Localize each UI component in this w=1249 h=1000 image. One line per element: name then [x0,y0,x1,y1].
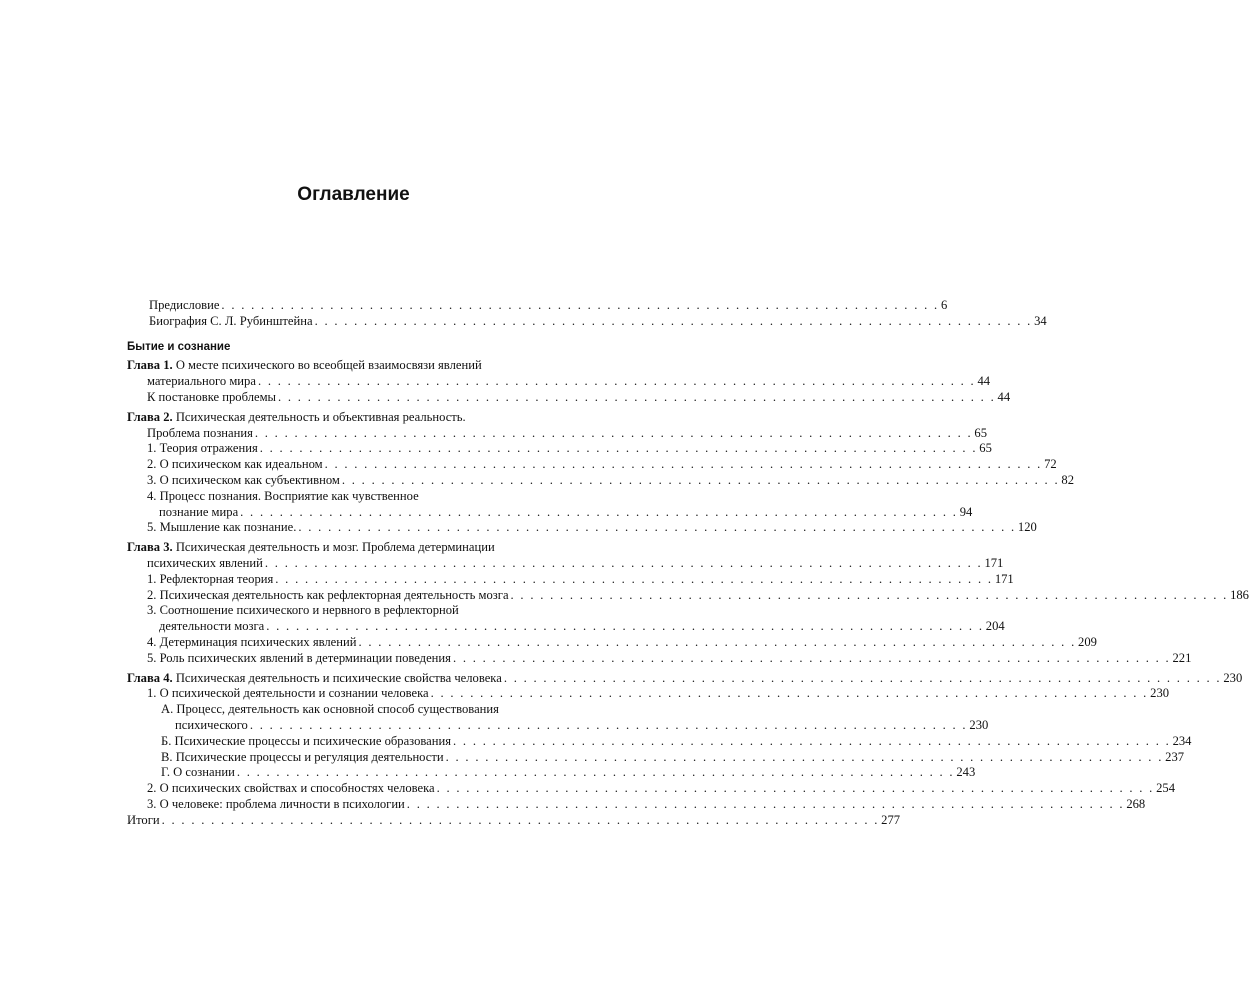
toc-entry: психического . . . . . . . . . . . . . . . . . . . . . . . . . . . . . . . . . . . . . . . . . . . . . . . . . . . . . . . . . . . . . . . . . . . . . . . . . 230 [175,717,989,732]
toc-entry-first-line: 4. Процесс познания. Восприятие как чувственное [147,488,419,503]
chapter-4-heading: Глава 4. Психическая деятельность и психические свойства человека . . . . . . . . . . . . . . . . . . . . . . . . . . . . . . . . . . . . . . . . . . . . . . . . . . . . . . . . . . . . . . . . . . . . . . . . . 230 [127,670,1243,685]
chapter-label: Глава 3. [127,540,173,555]
toc-entry: 3. О человеке: проблема личности в психологии . . . . . . . . . . . . . . . . . . . . . . . . . . . . . . . . . . . . . . . . . . . . . . . . . . . . . . . . . . . . . . . . . . . . . . . . . 268 [147,796,1146,811]
toc-page-number: 230 [1223,670,1243,685]
toc-entry-title: Биография С. Л. Рубинштейна [149,313,313,328]
toc-entry: 1. О психической деятельности и сознании человека . . . . . . . . . . . . . . . . . . . . . . . . . . . . . . . . . . . . . . . . . . . . . . . . . . . . . . . . . . . . . . . . . . . . . . . . . 230 [147,686,1170,701]
toc-entry: деятельности мозга . . . . . . . . . . . . . . . . . . . . . . . . . . . . . . . . . . . . . . . . . . . . . . . . . . . . . . . . . . . . . . . . . . . . . . . . . 204 [159,619,1005,634]
table-of-contents [127,298,1249,829]
toc-entry: Г. О сознании . . . . . . . . . . . . . . . . . . . . . . . . . . . . . . . . . . . . . . . . . . . . . . . . . . . . . . . . . . . . . . . . . . . . . . . . . 243 [161,765,976,780]
toc-entry-title: Предисловие [149,298,220,312]
chapter-2-heading: Глава 2. Психическая деятельность и объективная реальность. [127,409,466,424]
toc-entry: познание мира . . . . . . . . . . . . . . . . . . . . . . . . . . . . . . . . . . . . . . . . . . . . . . . . . . . . . . . . . . . . . . . . . . . . . . . . . 94 [159,504,973,519]
toc-page-number: 254 [1156,781,1176,796]
toc-entry-preface: Предисловие . . . . . . . . . . . . . . . . . . . . . . . . . . . . . . . . . . . . . . . . . . . . . . . . . . . . . . . . . . . . . . . . . . . . . . . . . 6 [149,298,948,312]
toc-page-number: 72 [1044,457,1057,472]
toc-entry: 3. О психическом как субъективном . . . . . . . . . . . . . . . . . . . . . . . . . . . . . . . . . . . . . . . . . . . . . . . . . . . . . . . . . . . . . . . . . . . . . . . . . 82 [147,472,1074,487]
toc-entry: 4. Детерминация психических явлений . . . . . . . . . . . . . . . . . . . . . . . . . . . . . . . . . . . . . . . . . . . . . . . . . . . . . . . . . . . . . . . . . . . . . . . . . 209 [147,634,1097,649]
toc-page-number: 237 [1165,749,1185,764]
toc-entry: 2. О психических свойствах и способностях человека . . . . . . . . . . . . . . . . . . . . . . . . . . . . . . . . . . . . . . . . . . . . . . . . . . . . . . . . . . . . . . . . . . . . . . . . . 254 [147,781,1176,796]
section-heading: Бытие и сознание [127,340,231,353]
toc-page-number: 120 [1017,520,1037,535]
toc-page-number: 277 [881,812,901,827]
toc-page-number: 171 [994,571,1014,586]
chapter-1-entry: материального мира . . . . . . . . . . . . . . . . . . . . . . . . . . . . . . . . . . . . . . . . . . . . . . . . . . . . . . . . . . . . . . . . . . . . . . . . . 44 [147,374,991,389]
chapter-label: Глава 1. [127,358,173,373]
toc-page-number: 34 [1034,313,1047,328]
toc-entry: Б. Психические процессы и психические образования . . . . . . . . . . . . . . . . . . . . . . . . . . . . . . . . . . . . . . . . . . . . . . . . . . . . . . . . . . . . . . . . . . . . . . . . . 234 [161,733,1192,748]
toc-page-number: 65 [979,441,992,456]
toc-page-number: 171 [984,555,1004,570]
toc-entry-biography: Биография С. Л. Рубинштейна . . . . . . . . . . . . . . . . . . . . . . . . . . . . . . . . . . . . . . . . . . . . . . . . . . . . . . . . . . . . . . . . . . . . . . . . . 34 [149,313,1047,328]
toc-page-number: 243 [956,765,976,780]
chapter-3-entry: психических явлений . . . . . . . . . . . . . . . . . . . . . . . . . . . . . . . . . . . . . . . . . . . . . . . . . . . . . . . . . . . . . . . . . . . . . . . . . 171 [147,555,1004,570]
toc-entry: 2. О психическом как идеальном . . . . . . . . . . . . . . . . . . . . . . . . . . . . . . . . . . . . . . . . . . . . . . . . . . . . . . . . . . . . . . . . . . . . . . . . . 72 [147,457,1057,472]
toc-entry-first-line: 3. Соотношение психического и нервного в рефлекторной [147,603,459,618]
toc-entry: В. Психические процессы и регуляция деятельности . . . . . . . . . . . . . . . . . . . . . . . . . . . . . . . . . . . . . . . . . . . . . . . . . . . . . . . . . . . . . . . . . . . . . . . . . 237 [161,749,1185,764]
chapter-3-heading: Глава 3. Психическая деятельность и мозг. Проблема детерминации [127,540,495,555]
chapter-1-heading: Глава 1. О месте психического во всеобщей взаимосвязи явлений [127,358,482,373]
toc-entry: К постановке проблемы . . . . . . . . . . . . . . . . . . . . . . . . . . . . . . . . . . . . . . . . . . . . . . . . . . . . . . . . . . . . . . . . . . . . . . . . . 44 [147,389,1011,404]
toc-page-number: 44 [997,389,1011,404]
toc-entry-summary: Итоги . . . . . . . . . . . . . . . . . . . . . . . . . . . . . . . . . . . . . . . . . . . . . . . . . . . . . . . . . . . . . . . . . . . . . . . . . 277 [127,812,901,827]
toc-page-number: 234 [1172,733,1192,748]
toc-page-number: 204 [985,619,1005,634]
toc-page-number: 221 [1172,650,1192,665]
toc-entry-first-line: А. Процесс, деятельность как основной способ существования [161,702,499,717]
chapter-label: Глава 4. [127,670,173,685]
toc-page-number: 44 [977,374,991,389]
toc-page-number: 82 [1061,472,1074,487]
toc-entry: 5. Роль психических явлений в детерминации поведения . . . . . . . . . . . . . . . . . . . . . . . . . . . . . . . . . . . . . . . . . . . . . . . . . . . . . . . . . . . . . . . . . . . . . . . . . 221 [147,650,1192,665]
toc-entry: 5. Мышление как познание. . . . . . . . . . . . . . . . . . . . . . . . . . . . . . . . . . . . . . . . . . . . . . . . . . . . . . . . . . . . . . . . . . . . . . . . . . 120 [147,520,1037,535]
toc-page-number: 209 [1078,634,1097,649]
toc-page-number: 6 [940,298,948,312]
toc-page-number: 230 [969,717,989,732]
chapter-2-entry: Проблема познания . . . . . . . . . . . . . . . . . . . . . . . . . . . . . . . . . . . . . . . . . . . . . . . . . . . . . . . . . . . . . . . . . . . . . . . . . 65 [147,425,988,440]
toc-page-number: 268 [1126,796,1146,811]
toc-page-number: 65 [974,425,988,440]
toc-entry: 2. Психическая деятельность как рефлекторная деятельность мозга . . . . . . . . . . . . . . . . . . . . . . . . . . . . . . . . . . . . . . . . . . . . . . . . . . . . . . . . . . . . . . . . . . . . . . . . . 186 [147,587,1249,602]
toc-page-number: 94 [959,504,973,519]
page-title: Оглавление [297,184,410,205]
toc-page-number: 186 [1230,587,1249,602]
toc-entry: 1. Рефлекторная теория . . . . . . . . . . . . . . . . . . . . . . . . . . . . . . . . . . . . . . . . . . . . . . . . . . . . . . . . . . . . . . . . . . . . . . . . . 171 [147,571,1014,586]
chapter-label: Глава 2. [127,409,173,424]
toc-entry: 1. Теория отражения . . . . . . . . . . . . . . . . . . . . . . . . . . . . . . . . . . . . . . . . . . . . . . . . . . . . . . . . . . . . . . . . . . . . . . . . . 65 [147,441,992,456]
toc-page-number: 230 [1150,686,1170,701]
